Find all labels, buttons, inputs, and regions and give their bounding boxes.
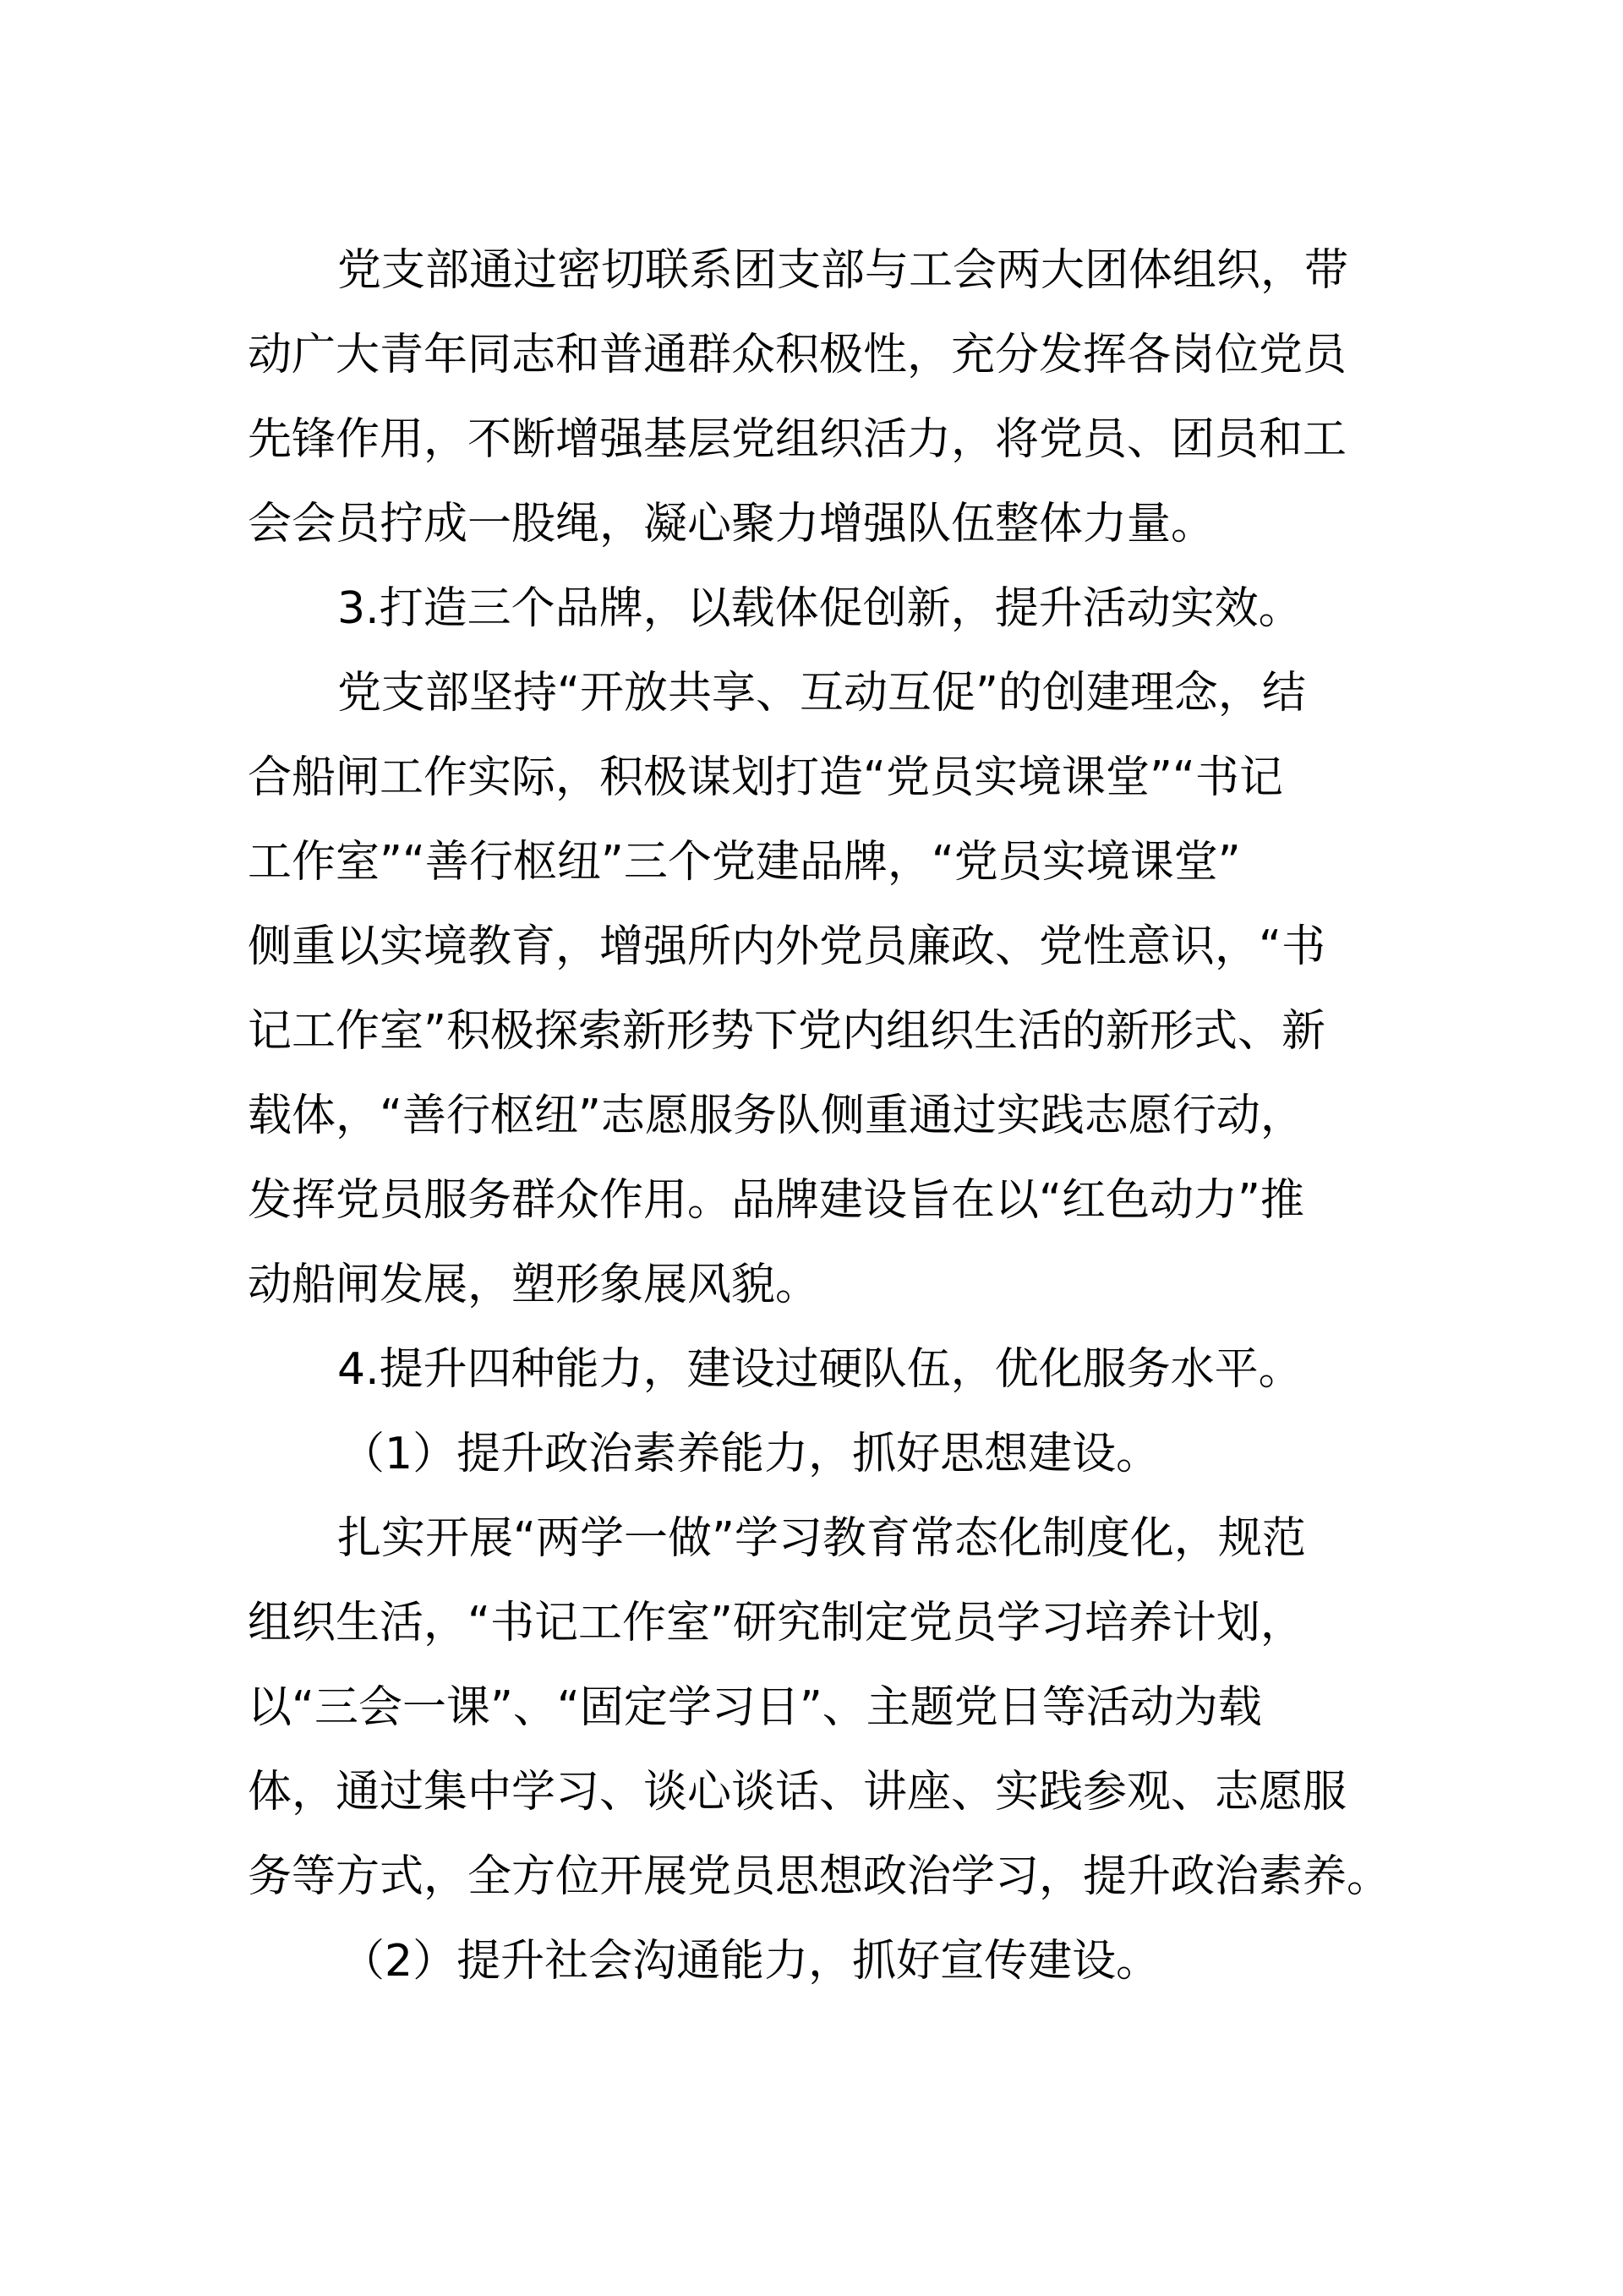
subsection-heading: （2）提升社会沟通能力，抓好宣传建设。 [341,1936,1161,1987]
paragraph-line: 工作室”“善行枢纽”三个党建品牌，“党员实境课堂” [248,837,1241,888]
paragraph-line: 合船闸工作实际，积极谋划打造“党员实境课堂”“书记 [248,752,1283,803]
section-heading: 4.提升四种能力，建设过硬队伍，优化服务水平。 [337,1344,1303,1395]
paragraph-line: 扎实开展“两学一做”学习教育常态化制度化，规范 [337,1513,1306,1564]
section-heading: 3.打造三个品牌，以载体促创新，提升活动实效。 [337,583,1303,634]
paragraph-line: 务等方式，全方位开展党员思想政治学习，提升政治素养。 [248,1851,1391,1902]
subsection-heading: （1）提升政治素养能力，抓好思想建设。 [341,1429,1161,1479]
paragraph-line: 党支部通过密切联系团支部与工会两大团体组织，带 [337,245,1349,296]
paragraph-line: 记工作室”积极探索新形势下党内组织生活的新形式、新 [248,1006,1325,1057]
paragraph-line: 先锋作用，不断增强基层党组织活力，将党员、团员和工 [248,414,1347,465]
paragraph-line: 会会员拧成一股绳，凝心聚力增强队伍整体力量。 [248,499,1216,549]
paragraph-line: 侧重以实境教育，增强所内外党员廉政、党性意识，“书 [248,921,1325,972]
paragraph-line: 党支部坚持“开放共享、互动互促”的创建理念，结 [337,668,1306,719]
document-body [248,228,1391,2004]
paragraph-line: 组织生活，“书记工作室”研究制定党员学习培养计划， [248,1598,1304,1648]
paragraph-line: 动广大青年同志和普通群众积极性，充分发挥各岗位党员 [248,330,1347,380]
paragraph-line: 发挥党员服务群众作用。品牌建设旨在以“红色动力”推 [248,1175,1304,1226]
paragraph-line: 以“三会一课”、“固定学习日”、主题党日等活动为载 [248,1682,1262,1733]
paragraph-line: 动船闸发展，塑形象展风貌。 [248,1260,820,1310]
paragraph-line: 体，通过集中学习、谈心谈话、讲座、实践参观、志愿服 [248,1767,1347,1818]
paragraph-line: 载体，“善行枢纽”志愿服务队侧重通过实践志愿行动， [248,1091,1304,1141]
